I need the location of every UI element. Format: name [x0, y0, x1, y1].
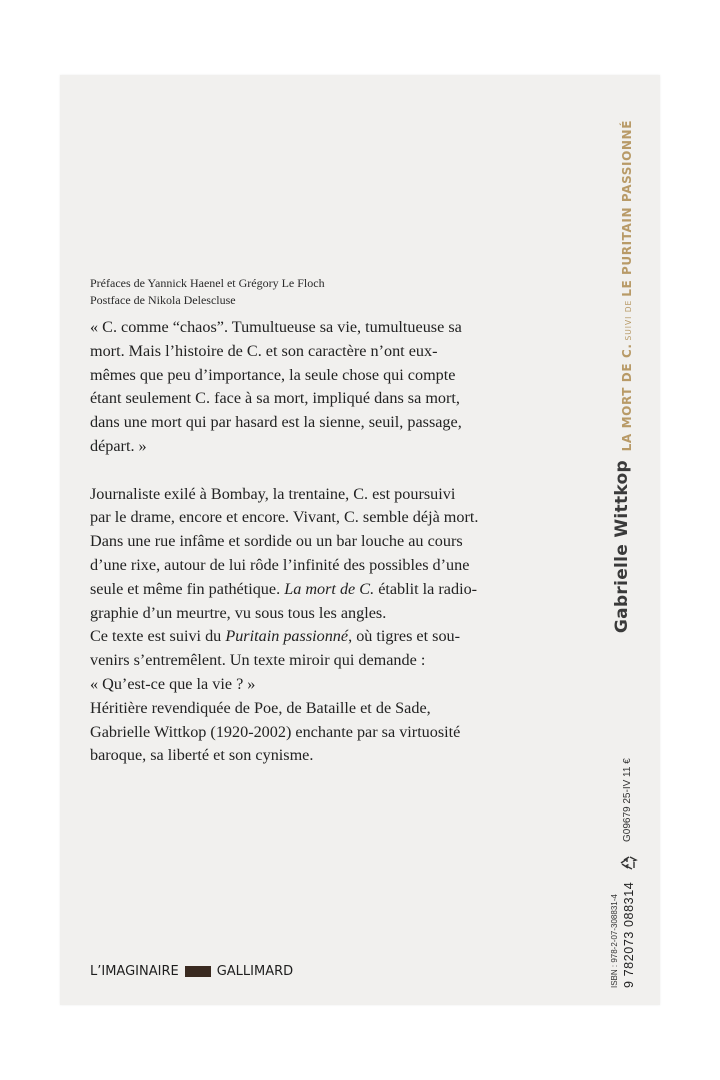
spine-title-part2: LE PURITAIN PASSIONNÉ	[620, 120, 634, 297]
postface-credit: Postface de Nikola Delescluse	[90, 293, 236, 307]
description-text: , où tigres et sou-	[348, 627, 461, 646]
title-italic: Puritain passionné	[225, 627, 349, 646]
spine-suivi: SUIVI DE	[624, 299, 633, 341]
description-line: d’une rixe, autour de lui rôde l’infinité des possibles d’une	[90, 555, 470, 574]
collection-name: L’IMAGINAIRE	[90, 963, 179, 979]
quote-line: dans une mort qui par hasard est la sienne, seuil, passage,	[90, 413, 462, 432]
description-line: Journaliste exilé à Bombay, la trentaine, C. est poursuivi	[90, 484, 456, 503]
description-line: par le drame, encore et encore. Vivant, C. semble déjà mort.	[90, 508, 479, 527]
quote-line: étant seulement C. face à sa mort, impliqué dans sa mort,	[90, 389, 460, 408]
description-text: Ce texte est suivi du	[90, 627, 226, 646]
description-text: établit la radio-	[374, 579, 478, 598]
description-paragraph	[90, 483, 510, 769]
description-line: graphie d’un meurtre, vu sous tous les angles.	[90, 603, 387, 622]
recycling-icon	[618, 852, 640, 874]
description-line: Dans une rue infâme et sordide ou un bar louche au cours	[90, 532, 463, 551]
barcode-area	[608, 732, 644, 988]
quote-line: mort. Mais l’histoire de C. et son caractère n’ont eux-	[90, 341, 438, 360]
credits	[90, 275, 325, 309]
description-line: Héritière revendiquée de Poe, de Bataille et de Sade,	[90, 698, 431, 717]
description-line: Gabrielle Wittkop (1920-2002) enchante par sa virtuosité	[90, 722, 461, 741]
publisher-logo	[90, 962, 293, 980]
description-line: « Qu’est-ce que la vie ? »	[90, 674, 256, 693]
isbn-label: ISBN : 978-2-07-308831-4	[610, 894, 619, 988]
epigraph-quote	[90, 316, 510, 459]
description-text: seule et même fin pathétique.	[90, 579, 285, 598]
quote-line: mêmes que peu d’importance, la seule chose qui compte	[90, 365, 456, 384]
description-line	[90, 625, 510, 649]
blurb	[90, 316, 510, 768]
quote-line: « C. comme “chaos”. Tumultueuse sa vie, tumultueuse sa	[90, 318, 462, 336]
publisher-name: GALLIMARD	[216, 963, 294, 979]
title-italic: La mort de C.	[284, 579, 375, 598]
spine-text	[606, 120, 642, 680]
quote-line: départ. »	[90, 436, 147, 455]
spine-author: Gabrielle Wittkop	[612, 460, 632, 634]
barcode-digits: 9 782073 088314	[622, 881, 636, 988]
description-line: baroque, sa liberté et son cynisme.	[90, 746, 314, 765]
spine-title	[620, 120, 634, 451]
preface-credit: Préfaces de Yannick Haenel et Grégory Le Floch	[90, 276, 325, 290]
description-line: venirs s’entremêlent. Un texte miroir qui demande :	[90, 651, 426, 670]
spine-title-part1: LA MORT DE C.	[620, 343, 634, 452]
product-code: G09679 25-IV 11 €	[622, 758, 633, 842]
description-line	[90, 578, 510, 602]
gallimard-bar-icon	[185, 966, 211, 977]
